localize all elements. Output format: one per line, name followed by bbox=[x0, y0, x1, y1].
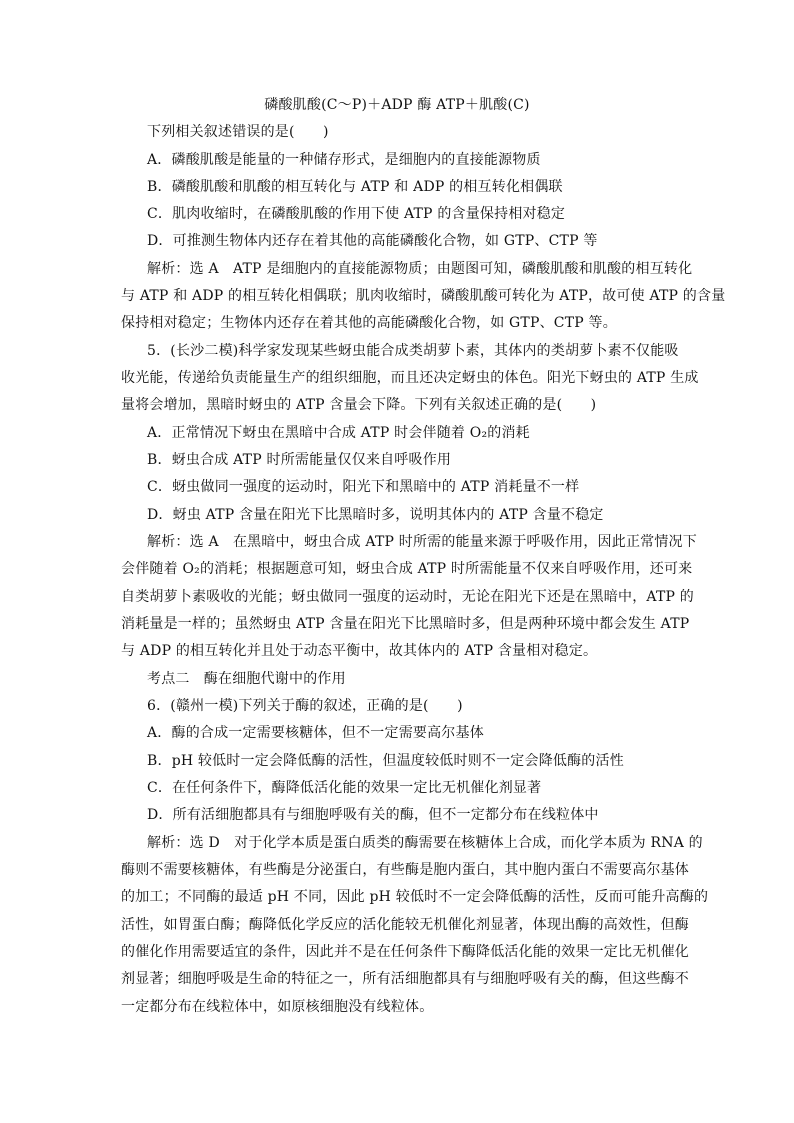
q4-option-a: A．磷酸肌酸是能量的一种储存形式，是细胞内的直接能源物质 bbox=[147, 152, 541, 168]
q5-option-b: B．蚜虫合成 ATP 时所需能量仅仅来自呼吸作用 bbox=[147, 452, 452, 468]
q4-option-c: C．肌肉收缩时，在磷酸肌酸的作用下使 ATP 的含量保持相对稳定 bbox=[147, 206, 566, 222]
q6-option-b: B．pH 较低时一定会降低酶的活性，但温度较低时则不一定会降低酶的活性 bbox=[147, 753, 624, 769]
q6-analysis-line: 酶则不需要核糖体，有些酶是分泌蛋白，有些酶是胞内蛋白，其中胞内蛋白不需要高尔基体 bbox=[121, 862, 689, 878]
q5-option-c: C．蚜虫做同一强度的运动时，阳光下和黑暗中的 ATP 消耗量不一样 bbox=[147, 479, 580, 495]
q4-stem: 下列相关叙述错误的是( ) bbox=[147, 124, 329, 140]
q5-stem-line: 量将会增加，黑暗时蚜虫的 ATP 含量会下降。下列有关叙述正确的是( ) bbox=[121, 397, 597, 413]
q6-option-d: D．所有活细胞都具有与细胞呼吸有关的酶，但不一定都分布在线粒体中 bbox=[147, 807, 599, 823]
q6-analysis-line: 剂显著；细胞呼吸是生命的特征之一，所有活细胞都具有与细胞呼吸有关的酶，但这些酶不 bbox=[121, 971, 689, 987]
section-heading: 考点二 酶在细胞代谢中的作用 bbox=[147, 671, 346, 687]
q6-analysis-line: 解析：选 D 对于化学本质是蛋白质类的酶需要在核糖体上合成，而化学本质为 RNA 的 bbox=[147, 835, 703, 851]
q4-analysis-line: 与 ATP 和 ADP 的相互转化相偶联；肌肉收缩时，磷酸肌酸可转化为 ATP，故可使 ATP 的含量 bbox=[121, 288, 726, 304]
q4-option-b: B．磷酸肌酸和肌酸的相互转化与 ATP 和 ADP 的相互转化相偶联 bbox=[147, 179, 563, 195]
q5-option-a: A．正常情况下蚜虫在黑暗中合成 ATP 时会伴随着 O₂的消耗 bbox=[147, 425, 530, 441]
q5-stem-line: 5．(长沙二模)科学家发现某些蚜虫能合成类胡萝卜素，其体内的类胡萝卜素不仅能吸 bbox=[147, 343, 679, 359]
q6-analysis-line: 活性，如胃蛋白酶；酶降低化学反应的活化能较无机催化剂显著，体现出酶的高效性，但酶 bbox=[121, 917, 689, 933]
q4-analysis-line: 保持相对稳定；生物体内还存在着其他的高能磷酸化合物，如 GTP、CTP 等。 bbox=[121, 315, 617, 331]
q6-option-a: A．酶的合成一定需要核糖体，但不一定需要高尔基体 bbox=[147, 725, 484, 741]
q6-analysis-line: 的催化作用需要适宜的条件，因此并不是在任何条件下酶降低活化能的效果一定比无机催化 bbox=[121, 944, 689, 960]
q5-analysis-line: 会伴随着 O₂的消耗；根据题意可知，蚜虫合成 ATP 时所需能量不仅来自呼吸作用，还可来 bbox=[121, 561, 693, 577]
q5-analysis-line: 与 ADP 的相互转化并且处于动态平衡中，故其体内的 ATP 含量相对稳定。 bbox=[121, 643, 598, 659]
reaction-equation: 磷酸肌酸(C～P)＋ADP 酶 ATP＋肌酸(C) bbox=[264, 97, 530, 113]
q6-option-c: C．在任何条件下，酶降低活化能的效果一定比无机催化剂显著 bbox=[147, 780, 542, 796]
q5-analysis-line: 解析：选 A 在黑暗中，蚜虫合成 ATP 时所需的能量来源于呼吸作用，因此正常情况下 bbox=[147, 534, 697, 550]
q5-option-d: D．蚜虫 ATP 含量在阳光下比黑暗时多，说明其体内的 ATP 含量不稳定 bbox=[147, 507, 604, 523]
q6-stem: 6．(赣州一模)下列关于酶的叙述，正确的是( ) bbox=[147, 698, 463, 714]
q6-analysis-line: 的加工；不同酶的最适 pH 不同，因此 pH 较低时不一定会降低酶的活性，反而可能升高酶的 bbox=[121, 889, 709, 905]
q5-analysis-line: 消耗量是一样的；虽然蚜虫 ATP 含量在阳光下比黑暗时多，但是两种环境中都会发生 ATP bbox=[121, 616, 690, 632]
q4-analysis-line: 解析：选 A ATP 是细胞内的直接能源物质；由题图可知，磷酸肌酸和肌酸的相互转化 bbox=[147, 261, 693, 277]
q5-stem-line: 收光能，传递给负责能量生产的组织细胞，而且还决定蚜虫的体色。阳光下蚜虫的 ATP 生成 bbox=[121, 370, 699, 386]
q4-option-d: D．可推测生物体内还存在着其他的高能磷酸化合物，如 GTP、CTP 等 bbox=[147, 233, 598, 249]
q6-analysis-line: 一定都分布在线粒体中，如原核细胞没有线粒体。 bbox=[121, 999, 434, 1015]
q5-analysis-line: 自类胡萝卜素吸收的光能；蚜虫做同一强度的运动时，无论在阳光下还是在黑暗中，ATP 的 bbox=[121, 589, 694, 605]
